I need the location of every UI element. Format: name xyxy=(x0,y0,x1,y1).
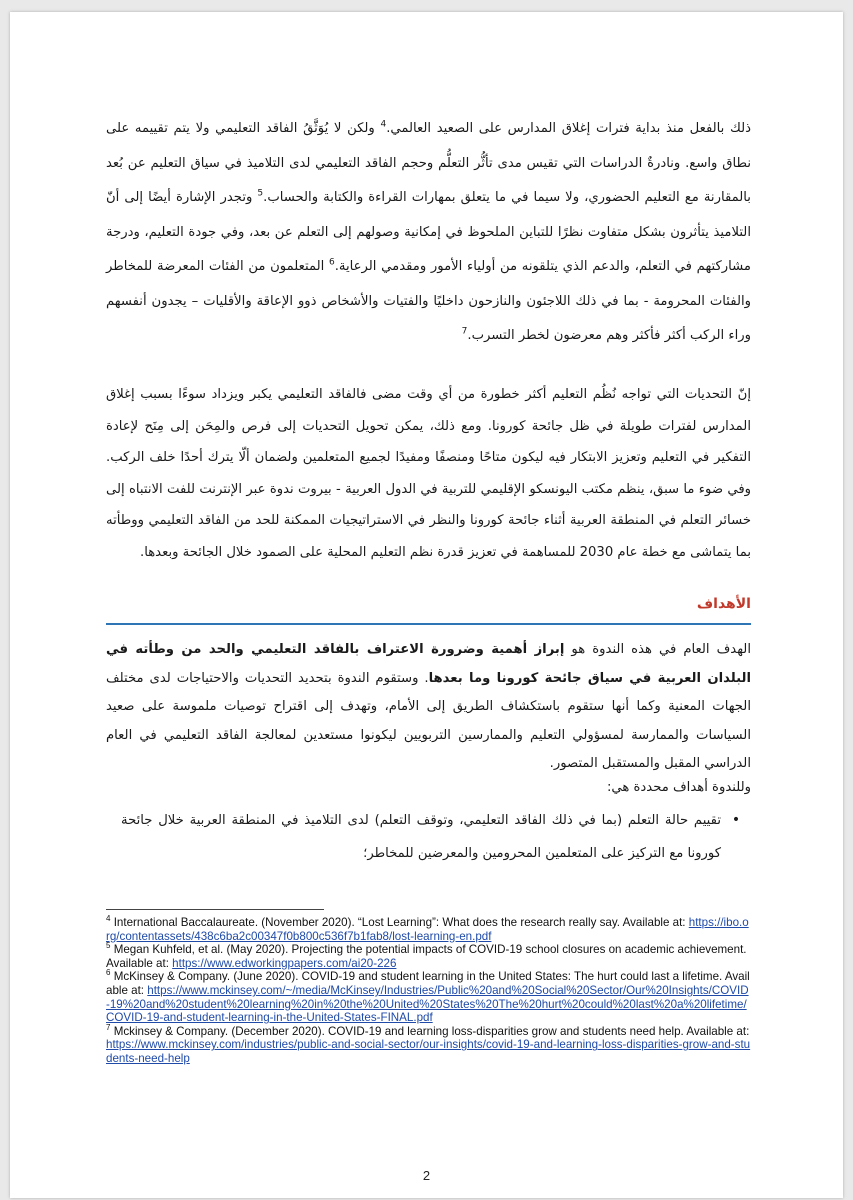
footnote-link[interactable]: https://www.mckinsey.com/~/media/McKinsey/Industries/Public%20and%20Social%20Sector/Our%20Insights/COVID-19%20and%20student%20learning%20in%20the%20United%20States%20The%20hurt%20could%20last%20a%20lifetime/COVID-19-and-student-learning-in-the-United-States-FINAL.pdf xyxy=(106,983,749,1025)
footnote-link[interactable]: https://www.mckinsey.com/industries/public-and-social-sector/our-insights/covid-19-and-learning-loss-disparities-grow-and-students-need-help xyxy=(106,1038,751,1065)
objective-rest: . وستقوم الندوة بتحديد التحديات والاحتياجات لدى مختلف الجهات المعنية وكما أنها ستقوم باستكشاف الطريق إلى الأمام، وتهدف إلى اقتراح توصيات ملموسة على صعيد السياسات والممارسة لمسؤولي التعليم والممارسين التربويين ليكونوا مستعدين لمعالجة الفاقد التعليمي في العام الدراسي المقبل والمستقبل المتصور. xyxy=(106,670,751,771)
document-page xyxy=(10,12,843,1198)
objective-paragraph xyxy=(106,636,751,779)
p1-text-b: ولكن لا يُوَثَّقُ الفاقد التعليمي ولا يتم تقييمه على نطاق واسع. ونادرةٌ الدراسات التي تقيس مدى تأثُّر التعلُّم وحجم الفاقد التعليمي لدى التلاميذ في سياق التعليم عن بُعد بالمقارنة مع التعليم الحضوري، ولا سيما في ما يتعلق بمهارات القراءة والكتابة والحساب. xyxy=(106,121,751,205)
footnote-text: Megan Kuhfeld, et al. (May 2020). Projecting the potential impacts of COVID-19 school closures on academic achievement. Available at: xyxy=(106,943,747,970)
objective-bold: إبراز أهمية وضرورة الاعتراف بالفاقد التعليمي والحد من وطأته في البلدان العربية في سياق جائحة كورونا وما بعدها xyxy=(106,642,751,686)
bullet-text: تقييم حالة التعلم (بما في ذلك الفاقد التعليمي، وتوقف التعلم) لدى التلاميذ في المنطقة العربية خلال جائحة كورونا مع التركيز على المتعلمين المحرومين والمعرضين للمخاطر؛ xyxy=(121,813,721,861)
footnote-number: 5 xyxy=(106,941,111,951)
footnote-4 xyxy=(106,916,751,943)
footnote-text: Mckinsey & Company. (December 2020). COVID-19 and learning loss-disparities grow and students need help. Available at: xyxy=(113,1024,750,1038)
footnote-6 xyxy=(106,970,751,1024)
footnote-7 xyxy=(106,1022,751,1066)
section-heading-objectives: الأهداف xyxy=(696,596,751,612)
footnote-ref-5[interactable]: 5 xyxy=(257,188,264,199)
footnote-5 xyxy=(106,943,751,970)
footnote-link[interactable]: https://www.edworkingpapers.com/ai20-226 xyxy=(172,956,397,970)
heading-divider xyxy=(106,623,751,625)
footnote-ref-6[interactable]: 6 xyxy=(328,257,335,268)
p2-text: إنّ التحديات التي تواجه نُظُم التعليم أكثر خطورة من أي وقت مضى فالفاقد التعليمي يكبر ويزداد سوءًا بسبب إغلاق المدارس لفترات طويلة في ظل جائحة كورونا. ومع ذلك، يمكن تحويل التحديات إلى فرص والمِحَن إلى مِنَح لإعادة التفكير في التعليم وتعزيز الابتكار فيه ليكون متاحًا ومنصفًا ومفيدًا لجميع المتعلمين ولضمان ألّا يترك أحدًا خلف الركب. وفي ضوء ما سبق، ينظم مكتب اليونسكو الإقليمي للتربية في الدول العربية - بيروت ندوة عبر الإنترنت للفت الانتباه إلى خسائر التعلم في المنطقة العربية أثناء جائحة كورونا والنظر في الاستراتيجيات الممكنة للحد من الفاقد التعليمي ووطأته بما يتماشى مع خطة عام 2030 للمساهمة في تعزيز قدرة نظم التعليم المحلية على الصمود خلال الجائحة وبعدها. xyxy=(106,387,751,560)
footnote-ref-4[interactable]: 4 xyxy=(380,119,387,130)
body-paragraph-1 xyxy=(106,112,751,354)
specific-intro-text: وللندوة أهداف محددة هي: xyxy=(606,780,751,795)
p1-text-c: وتجدر الإشارة أيضًا إلى أنّ التلاميذ يتأثرون بشكل متفاوت نظرًا للتباين الملحوظ في إمكانية وصولهم إلى التعلم عن بعد، وفي جودة التعليم، ودرجة مشاركتهم في التعلم، والدعم الذي يتلقونه من أولياء الأمور ومقدمي الرعاية. xyxy=(106,190,751,274)
bullet-icon: • xyxy=(731,812,741,828)
p1-text-d: المتعلمون من الفئات المعرضة للمخاطر والفئات المحرومة - بما في ذلك اللاجئون والنازحون داخليًا والفتيات والأشخاص ذوو الإعاقة والأقليات – يجدون أنفسهم وراء الركب أكثر فأكثر وهم معرضون لخطر التسرب. xyxy=(106,259,751,343)
footnotes xyxy=(106,916,751,1066)
footnote-text: International Baccalaureate. (November 2020). “Lost Learning”: What does the research really say. Available at: xyxy=(113,916,689,929)
footnote-link[interactable]: https://ibo.org/contentassets/438c6ba2c00347f0b800c536f7b1fab8/lost-learning-en.pdf xyxy=(106,916,749,943)
body-paragraph-2 xyxy=(106,379,751,568)
objective-lead: الهدف العام في هذه الندوة هو xyxy=(564,642,751,657)
footnote-number: 6 xyxy=(106,968,111,978)
specific-objectives-intro xyxy=(106,774,751,802)
footnote-separator xyxy=(106,909,324,910)
footnote-number: 4 xyxy=(106,914,111,924)
bullet-list-item xyxy=(106,804,751,870)
footnote-text: McKinsey & Company. (June 2020). COVID-19 and student learning in the United States: The hurt could last a lifetime. Available at: xyxy=(106,970,750,997)
page-number: 2 xyxy=(422,1168,431,1183)
footnote-number: 7 xyxy=(106,1022,111,1032)
footnote-ref-7[interactable]: 7 xyxy=(461,326,468,337)
p1-text-a: ذلك بالفعل منذ بداية فترات إغلاق المدارس على الصعيد العالمي. xyxy=(386,121,751,136)
